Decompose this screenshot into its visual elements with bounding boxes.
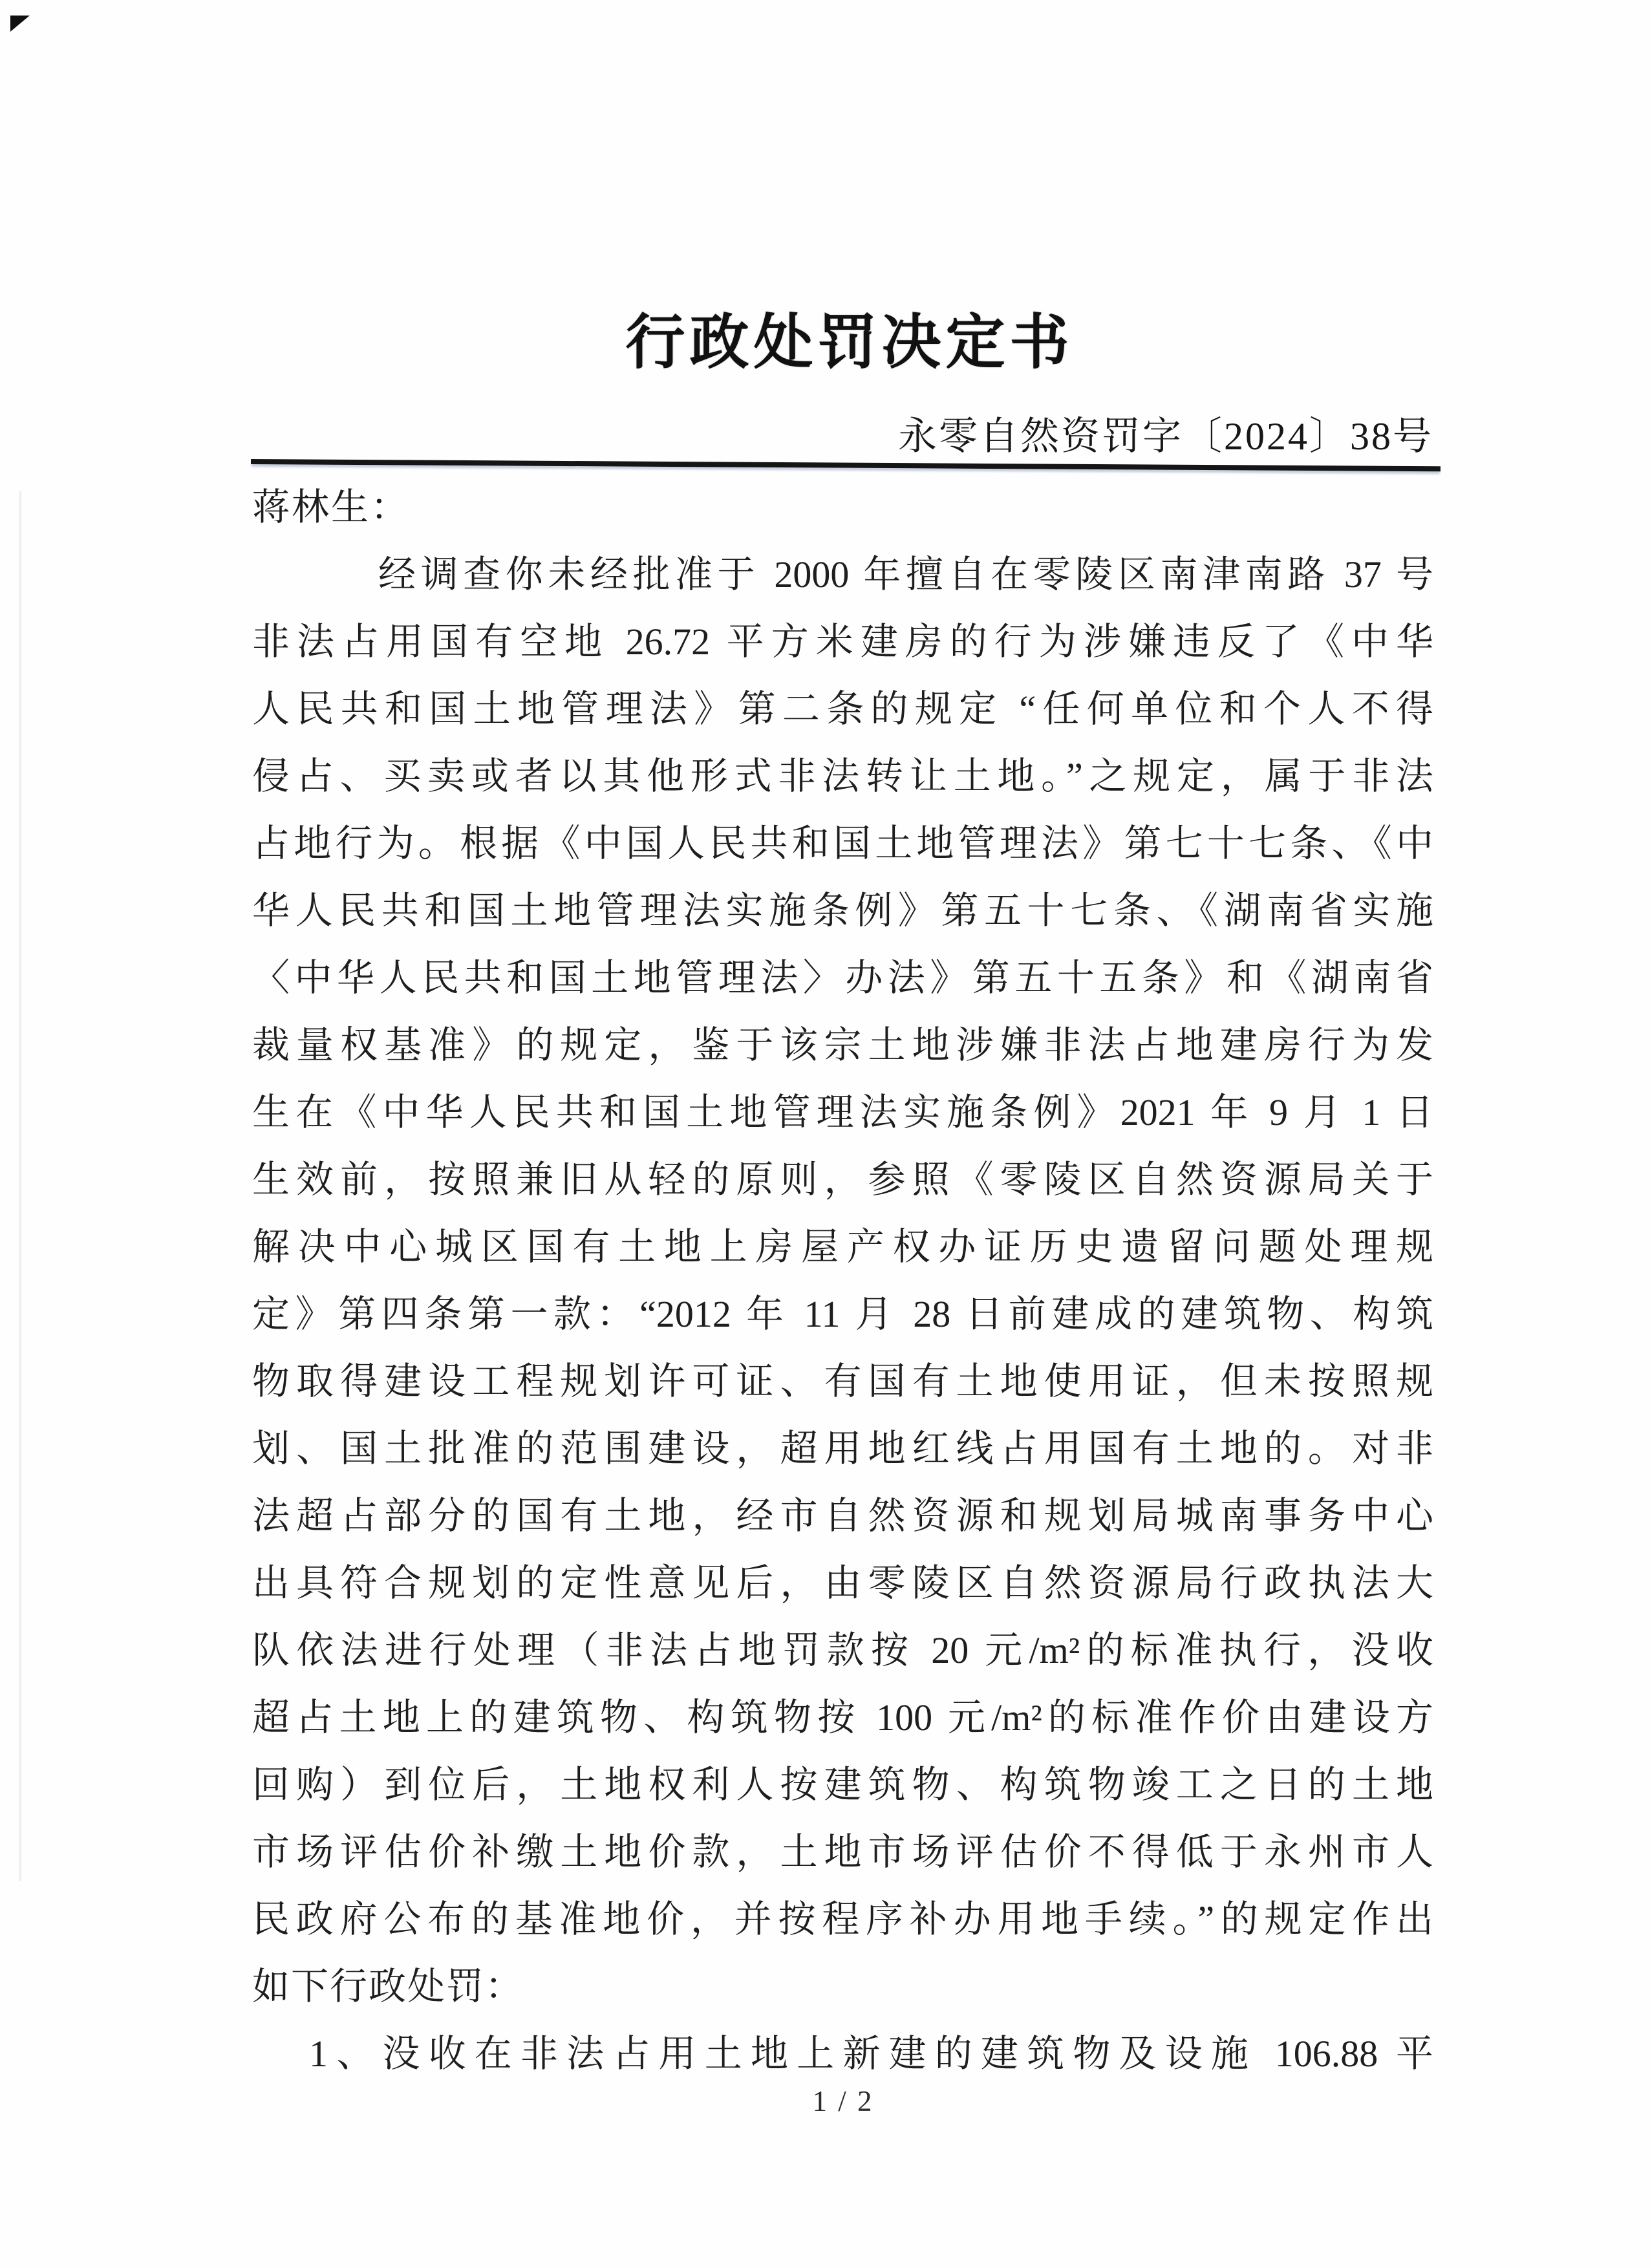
recipient-salutation: 蒋林生： bbox=[252, 486, 411, 528]
document-number: 永零自然资罚字〔2024〕38号 bbox=[898, 415, 1433, 458]
body-line: 人民共和国土地管理法》第二条的规定 “任何单位和个人不得 bbox=[252, 688, 1433, 730]
page-number-indicator: 1 / 2 bbox=[812, 2085, 874, 2117]
body-line: 法超占部分的国有土地，经市自然资源和规划局城南事务中心 bbox=[252, 1495, 1433, 1537]
scan-edge-artifact bbox=[19, 491, 21, 1881]
body-line: 民政府公布的基准地价，并按程序补办用地手续。”的规定作出 bbox=[252, 1898, 1433, 1940]
body-line: 生效前，按照兼旧从轻的原则，参照《零陵区自然资源局关于 bbox=[252, 1159, 1433, 1201]
body-line: 如下行政处罚： bbox=[252, 1965, 524, 2007]
body-line: 队依法进行处理（非法占地罚款按 20 元/m²的标准执行，没收 bbox=[252, 1629, 1433, 1671]
body-line: 华人民共和国土地管理法实施条例》第五十七条、《湖南省实施 bbox=[252, 890, 1433, 932]
body-line: 裁量权基准》的规定，鉴于该宗土地涉嫌非法占地建房行为发 bbox=[252, 1024, 1433, 1066]
body-text bbox=[252, 541, 1433, 2088]
body-line: 划、国土批准的范围建设，超用地红线占用国有土地的。对非 bbox=[252, 1428, 1433, 1470]
body-line: 1、没收在非法占用土地上新建的建筑物及设施 106.88 平 bbox=[309, 2033, 1433, 2075]
body-line: 经调查你未经批准于 2000 年擅自在零陵区南津南路 37 号 bbox=[378, 553, 1433, 595]
body-line: 〈中华人民共和国土地管理法〉办法》第五十五条》和《湖南省 bbox=[252, 957, 1433, 999]
body-line: 侵占、买卖或者以其他形式非法转让土地。”之规定，属于非法 bbox=[252, 755, 1433, 797]
body-line: 定》第四条第一款：“2012 年 11 月 28 日前建成的建筑物、构筑 bbox=[252, 1293, 1433, 1335]
scan-corner-artifact bbox=[10, 16, 30, 32]
body-line: 回购）到位后，土地权利人按建筑物、构筑物竣工之日的土地 bbox=[252, 1764, 1433, 1806]
body-line: 超占土地上的建筑物、构筑物按 100 元/m²的标准作价由建设方 bbox=[252, 1696, 1433, 1738]
body-line: 生在《中华人民共和国土地管理法实施条例》2021 年 9 月 1 日 bbox=[252, 1091, 1433, 1133]
header-divider bbox=[251, 459, 1441, 471]
body-line: 物取得建设工程规划许可证、有国有土地使用证，但未按照规 bbox=[252, 1360, 1433, 1402]
body-line: 出具符合规划的定性意见后，由零陵区自然资源局行政执法大 bbox=[252, 1562, 1433, 1604]
body-line: 市场评估价补缴土地价款，土地市场评估价不得低于永州市人 bbox=[252, 1831, 1433, 1873]
body-line: 占地行为。根据《中国人民共和国土地管理法》第七十七条、《中 bbox=[252, 822, 1433, 864]
body-line: 解决中心城区国有土地上房屋产权办证历史遗留问题处理规 bbox=[252, 1226, 1433, 1268]
document-title: 行政处罚决定书 bbox=[625, 310, 1074, 376]
body-line: 非法占用国有空地 26.72 平方米建房的行为涉嫌违反了《中华 bbox=[252, 621, 1433, 663]
